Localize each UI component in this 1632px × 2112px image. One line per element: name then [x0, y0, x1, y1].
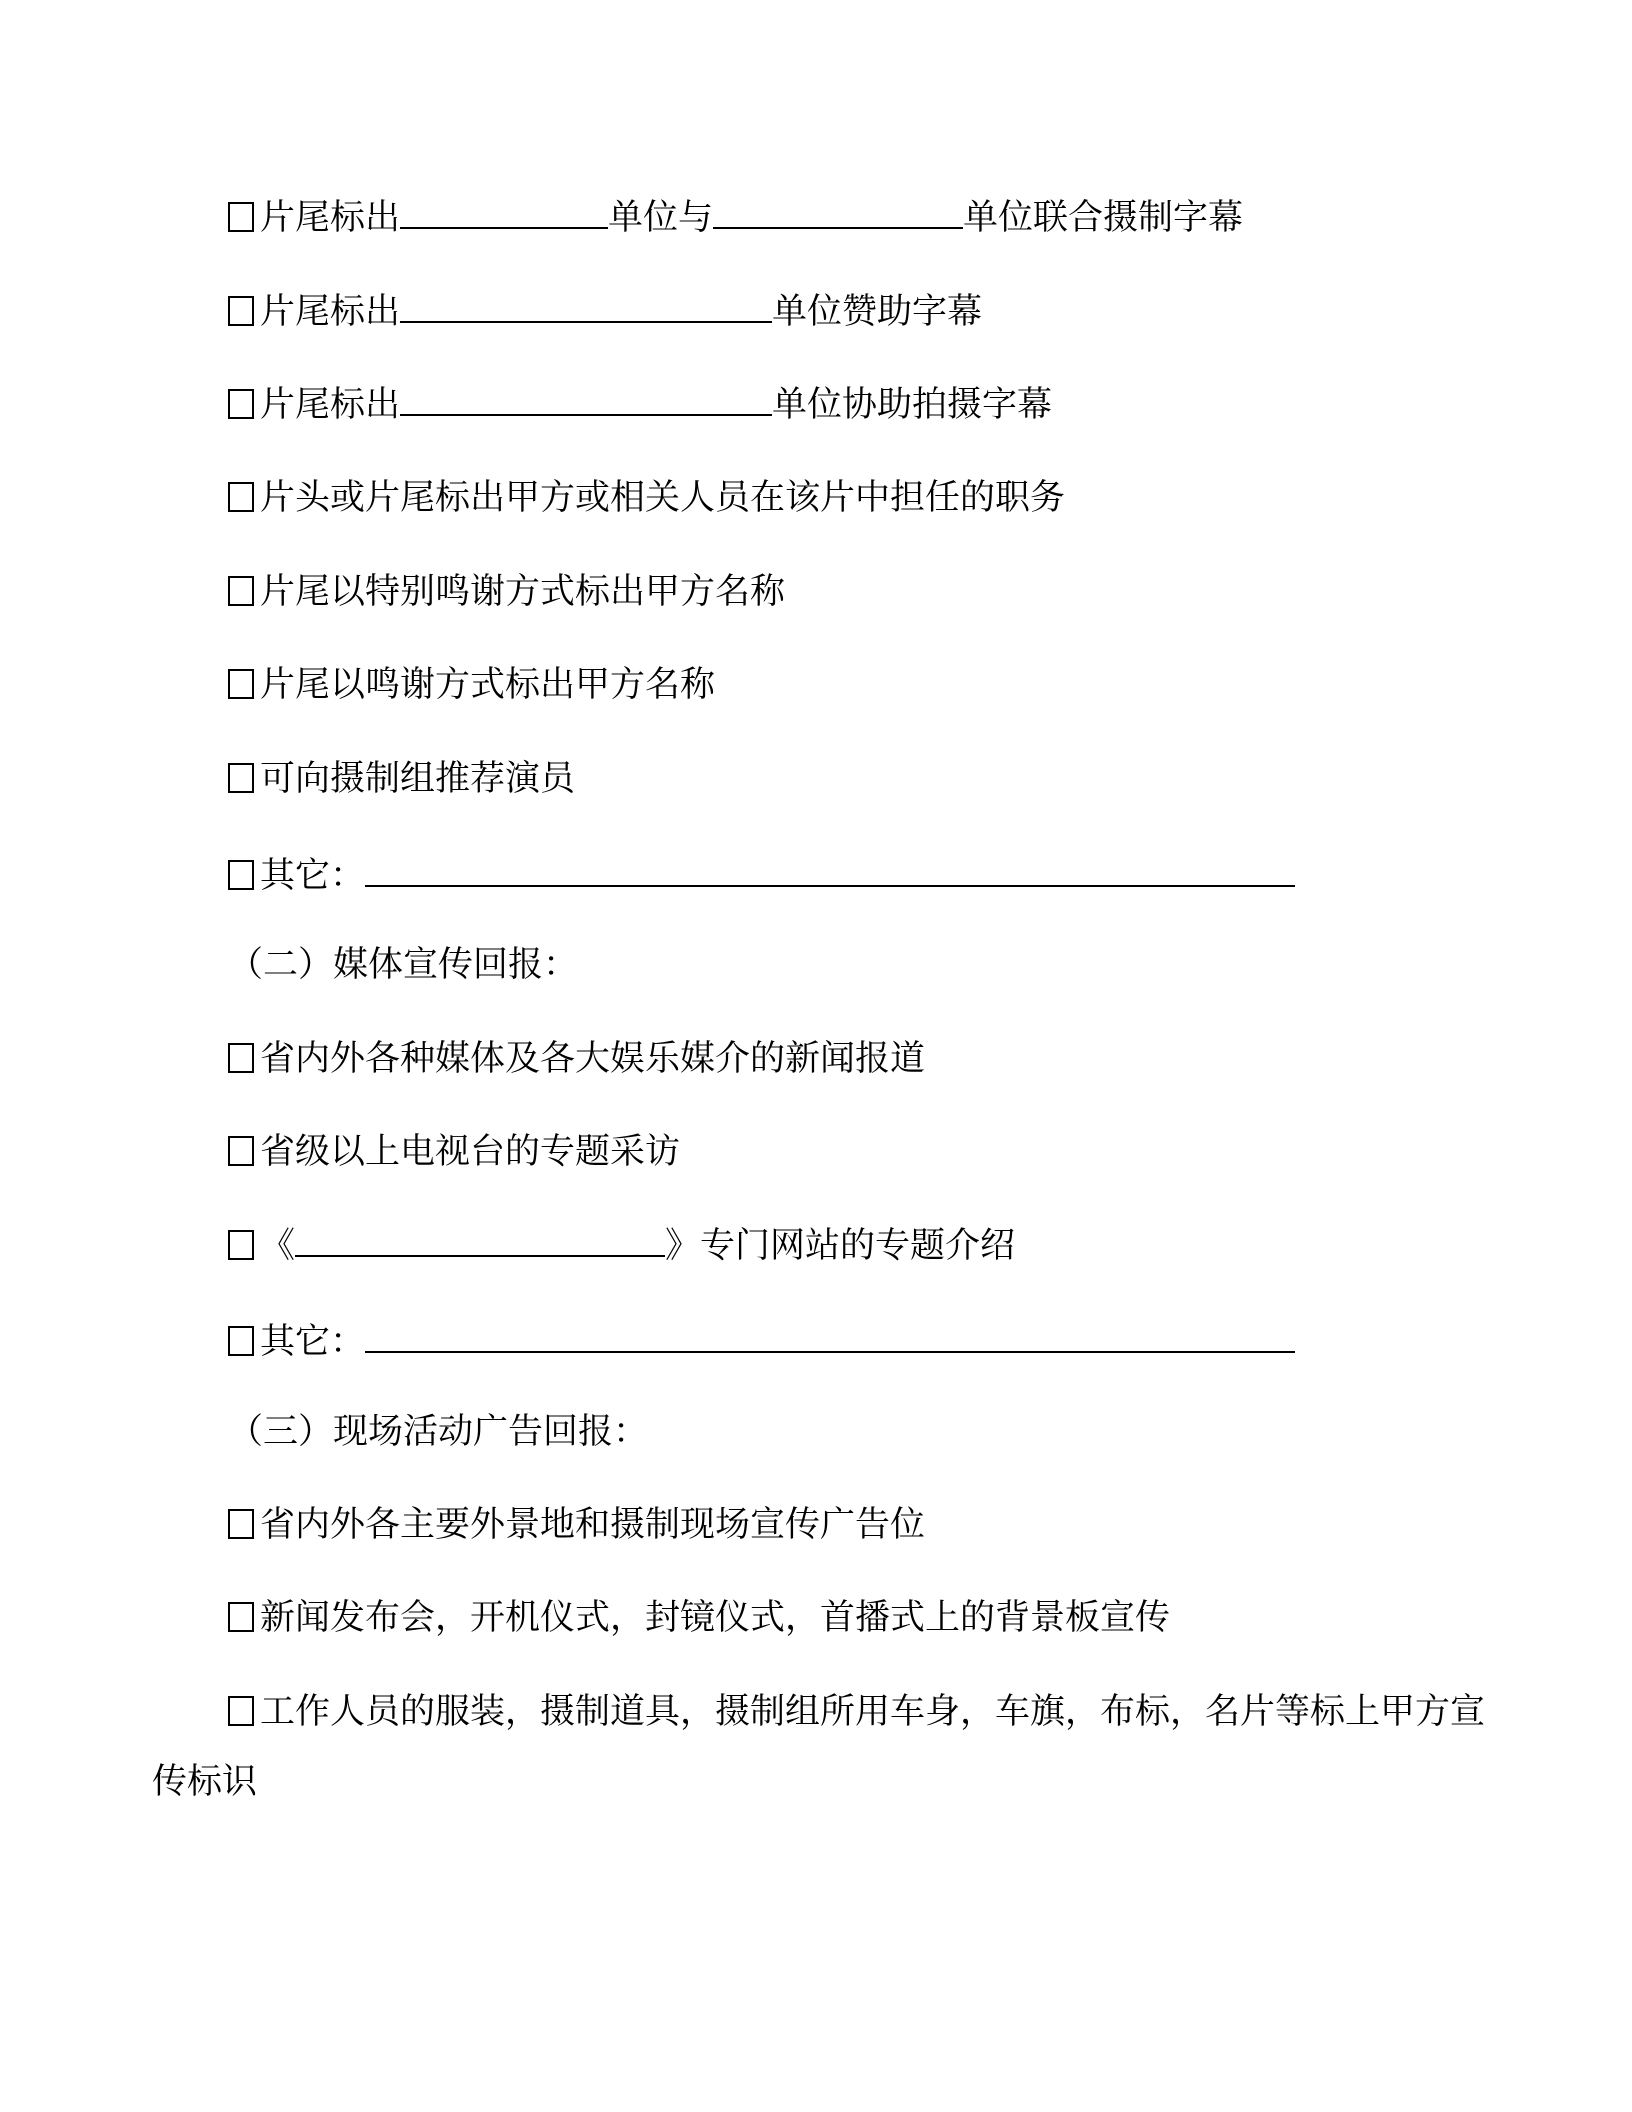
checkbox[interactable] [228, 1696, 254, 1726]
section-heading: （三）现场活动广告回报： [228, 1412, 649, 1452]
item-branding-identity [152, 1677, 1500, 1817]
section-heading-onsite [228, 1410, 1572, 1454]
item-sponsor-credit [228, 290, 1572, 334]
fill-blank[interactable] [295, 1225, 665, 1257]
item-text: 片头或片尾标出甲方或相关人员在该片中担任的职务 [260, 478, 1066, 518]
fill-blank[interactable] [365, 1321, 1295, 1353]
item-text: 其它： [260, 1322, 366, 1362]
item-text: 《 [260, 1226, 296, 1266]
item-other-1 [228, 854, 1572, 898]
item-text: 省内外各主要外景地和摄制现场宣传广告位 [260, 1505, 926, 1545]
checkbox[interactable] [228, 1043, 254, 1073]
item-text: 可向摄制组推荐演员 [260, 759, 576, 799]
item-text: 其它： [260, 856, 366, 896]
checkbox[interactable] [228, 1136, 254, 1166]
item-text: 单位赞助字幕 [772, 292, 983, 332]
item-special-thanks [228, 570, 1572, 614]
item-text: 省内外各种媒体及各大娱乐媒介的新闻报道 [260, 1039, 926, 1079]
section-heading-media [228, 943, 1572, 987]
fill-blank[interactable] [400, 384, 772, 416]
section-heading: （二）媒体宣传回报： [228, 945, 579, 985]
checkbox[interactable] [228, 1230, 254, 1260]
item-text: 片尾标出 [260, 292, 401, 332]
item-joint-production-credit [228, 196, 1572, 240]
item-text: 单位与 [608, 198, 714, 238]
checkbox[interactable] [228, 389, 254, 419]
fill-blank[interactable] [400, 197, 608, 229]
checkbox[interactable] [228, 576, 254, 606]
item-text: 》专门网站的专题介绍 [665, 1226, 1016, 1266]
checkbox[interactable] [228, 296, 254, 326]
item-position-credit [228, 476, 1572, 520]
checkbox[interactable] [228, 1602, 254, 1632]
item-thanks [228, 663, 1572, 707]
item-website-feature [228, 1224, 1572, 1268]
item-tv-interview [228, 1130, 1572, 1174]
item-backdrop-ads [228, 1596, 1572, 1640]
item-text: 片尾以鸣谢方式标出甲方名称 [260, 665, 716, 705]
checkbox[interactable] [228, 669, 254, 699]
checkbox[interactable] [228, 763, 254, 793]
item-text: 片尾标出 [260, 385, 401, 425]
checkbox[interactable] [228, 1326, 254, 1356]
item-text: 片尾以特别鸣谢方式标出甲方名称 [260, 572, 786, 612]
checkbox[interactable] [228, 482, 254, 512]
item-text: 片尾标出 [260, 198, 401, 238]
item-location-ads [228, 1503, 1572, 1547]
fill-blank[interactable] [713, 197, 963, 229]
item-other-2 [228, 1320, 1572, 1364]
item-assist-credit [228, 383, 1572, 427]
item-text: 单位协助拍摄字幕 [772, 385, 1053, 425]
fill-blank[interactable] [400, 291, 772, 323]
item-recommend-actors [228, 757, 1572, 801]
fill-blank[interactable] [365, 855, 1295, 887]
checkbox[interactable] [228, 1509, 254, 1539]
item-news-reports [228, 1037, 1572, 1081]
item-text: 省级以上电视台的专题采访 [260, 1132, 681, 1172]
item-text: 工作人员的服装，摄制道具，摄制组所用车身，车旗，布标，名片等标上甲方宣传标识 [152, 1692, 1486, 1802]
item-text: 新闻发布会，开机仪式，封镜仪式，首播式上的背景板宣传 [260, 1598, 1171, 1638]
item-text: 单位联合摄制字幕 [963, 198, 1244, 238]
checkbox[interactable] [228, 202, 254, 232]
checkbox[interactable] [228, 860, 254, 890]
